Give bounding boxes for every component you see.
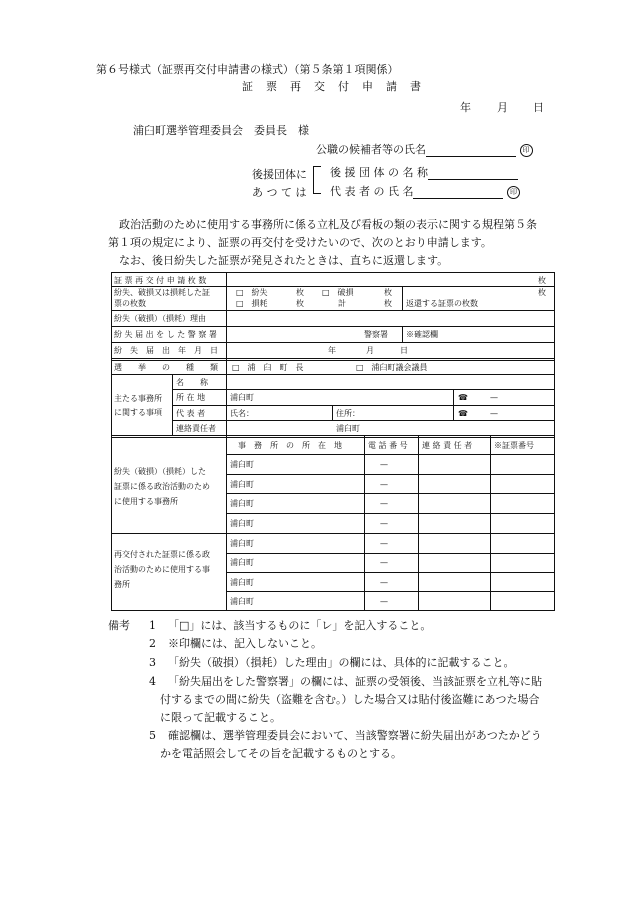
reissue-row4-phone: — [380, 597, 388, 606]
lost-row2-phone: — [380, 480, 388, 489]
reissue-section-line2: 治活動のために使用する事 [114, 565, 210, 574]
confirm-label: ※確認欄 [406, 330, 438, 339]
support-prefix-1: 後援団体に [252, 168, 307, 181]
seal-icon: 印 [520, 144, 533, 157]
representative-field[interactable] [413, 186, 503, 199]
opt-lost-unit: 枚 [296, 288, 304, 297]
form-id: 第６号様式（証票再交付申請書の様式）（第５条第１項関係） [96, 63, 399, 76]
election-opt1-checkbox[interactable]: □ 浦 臼 町 長 [232, 363, 304, 372]
note2-num: 2 [149, 637, 156, 650]
opt-damaged-checkbox[interactable]: □ 破損 [322, 288, 354, 297]
page-title: 証 票 再 交 付 申 請 書 [242, 80, 422, 93]
reissue-row4-address: 浦臼町 [230, 597, 254, 606]
lost-row1-address: 浦臼町 [230, 460, 254, 469]
support-name-label: 後 援 団 体 の 名 称 [330, 166, 428, 179]
mo-phone-dash: — [490, 393, 498, 402]
lost-section-line3: に使用する事務所 [114, 497, 178, 506]
support-prefix-2: あ つ て は [252, 186, 307, 199]
note4-line3: に限って記載すること。 [160, 711, 281, 724]
reissue-row1-address: 浦臼町 [230, 539, 254, 548]
r3-label: 紛失（破損）（損耗）理由 [114, 314, 206, 323]
note1-num: 1 [149, 619, 156, 632]
note4-line2: 付するまでの間に紛失（盗難を含む。）した場合又は貼付後盗難にあつた場合 [160, 693, 540, 706]
support-name-field[interactable] [428, 167, 518, 180]
mo-rep-label: 代 表 者 [176, 409, 206, 418]
lost-section-line1: 紛失（破損）（損耗）した [114, 467, 206, 476]
mo-rep-addr-label: 住所： [336, 409, 360, 418]
r1-unit: 枚 [538, 276, 546, 285]
body-para2: なお、後日紛失した証票が発見されたときは、直ちに返還します。 [119, 254, 449, 267]
mo-contact-value: 浦臼町 [336, 424, 360, 433]
note3-num: 3 [149, 656, 156, 669]
police-suffix: 警察署 [364, 330, 388, 339]
note4-line1: 「紛失届出をした警察署」の欄には、証票の受領後、当該証票を立札等に貼 [168, 675, 542, 688]
lost-row3-address: 浦臼町 [230, 499, 254, 508]
lost-section-line2: 証票に係る政治活動のため [114, 482, 210, 491]
reissue-row3-address: 浦臼町 [230, 578, 254, 587]
lost-row3-phone: — [380, 499, 388, 508]
reissue-section-line1: 再交付された証票に係る政 [114, 550, 210, 559]
mo-address-value: 浦臼町 [230, 393, 254, 402]
reissue-row1-phone: — [380, 539, 388, 548]
note3: 「紛失（破損）（損耗）した理由」の欄には、具体的に記載すること。 [168, 656, 515, 669]
lost-row2-address: 浦臼町 [230, 480, 254, 489]
r5-year: 年 [328, 346, 336, 355]
mo-rep-phone-dash: — [490, 409, 498, 418]
mo-address-label: 所 在 地 [176, 393, 206, 402]
col-office-address: 事 務 所 の 所 在 地 [238, 441, 342, 450]
lost-row4-address: 浦臼町 [230, 519, 254, 528]
r5-label: 紛 失 届 出 年 月 日 [114, 346, 218, 355]
opt-damaged-unit: 枚 [384, 288, 392, 297]
reissue-row2-address: 浦臼町 [230, 558, 254, 567]
col-contact: 連 絡 責 任 者 [422, 441, 473, 450]
seal-icon: 印 [507, 186, 520, 199]
date-month: 月 [497, 101, 508, 114]
return-count-unit: 枚 [538, 288, 546, 297]
note1: 「□」には、該当するものに「レ」を記入すること。 [168, 619, 432, 632]
body-para1-line1: 政治活動のために使用する事務所に係る立札及び看板の類の表示に関する規程第５条 [119, 218, 537, 231]
reissue-row3-phone: — [380, 578, 388, 587]
r5-month: 月 [366, 346, 374, 355]
notes-heading: 備考 [108, 619, 130, 632]
lost-row4-phone: — [380, 519, 388, 528]
opt-lost-checkbox[interactable]: □ 紛失 [236, 288, 268, 297]
note2: ※印欄には、記入しないこと。 [168, 637, 322, 650]
r2-label-line1: 紛失、破損又は損耗した証 [114, 288, 210, 297]
candidate-label: 公職の候補者等の氏名 [316, 143, 426, 156]
body-para1-line2: 第１項の規定により、証票の再交付を受けたいので、次のとおり申請します。 [108, 236, 492, 249]
return-count-label: 返還する証票の枚数 [406, 299, 478, 308]
date-day: 日 [533, 101, 544, 114]
date-year: 年 [460, 101, 471, 114]
candidate-name-field[interactable] [426, 144, 516, 157]
note5-line2: かを電話照会してその旨を記載するものとする。 [160, 747, 402, 760]
r2-label-line2: 票の枚数 [114, 299, 146, 308]
note4-num: 4 [149, 675, 156, 688]
note5-line1: 確認欄は、選挙管理委員会において、当該警察署に紛失届出があつたかどう [168, 729, 542, 742]
opt-total-label: 計 [338, 299, 346, 308]
opt-total-unit: 枚 [384, 299, 392, 308]
mo-contact-label: 連絡責任者 [176, 424, 216, 433]
reissue-section-line3: 務所 [114, 580, 130, 589]
col-phone: 電 話 番 号 [368, 441, 408, 450]
mo-rep-name-label: 氏名： [230, 409, 254, 418]
representative-label: 代 表 者 の 氏 名 [330, 185, 414, 198]
r4-label: 紛 失 届 出 を し た 警 察 署 [114, 330, 217, 339]
r5-day: 日 [400, 346, 408, 355]
mo-name-label: 名 称 [176, 378, 208, 387]
recipient: 浦臼町選挙管理委員会 委員長 様 [133, 124, 309, 137]
note5-num: 5 [149, 729, 156, 742]
phone-icon: ☎ [458, 393, 468, 402]
opt-worn-checkbox[interactable]: □ 損耗 [236, 299, 268, 308]
support-name-row [330, 164, 518, 180]
main-office-line1: 主たる事務所 [114, 394, 162, 403]
r6-label: 選 挙 の 種 類 [114, 363, 218, 372]
r1-label: 証 票 再 交 付 申 請 枚 数 [114, 276, 207, 285]
opt-worn-unit: 枚 [296, 299, 304, 308]
main-office-line2: に関する事項 [114, 408, 162, 417]
candidate-name-row [316, 141, 533, 157]
lost-row1-phone: — [380, 460, 388, 469]
election-opt2-checkbox[interactable]: □ 浦臼町議会議員 [356, 363, 428, 372]
col-cert-no: ※証票番号 [494, 441, 534, 450]
representative-row [330, 183, 520, 199]
reissue-row2-phone: — [380, 558, 388, 567]
phone-icon: ☎ [458, 409, 468, 418]
bracket-icon [313, 166, 321, 194]
